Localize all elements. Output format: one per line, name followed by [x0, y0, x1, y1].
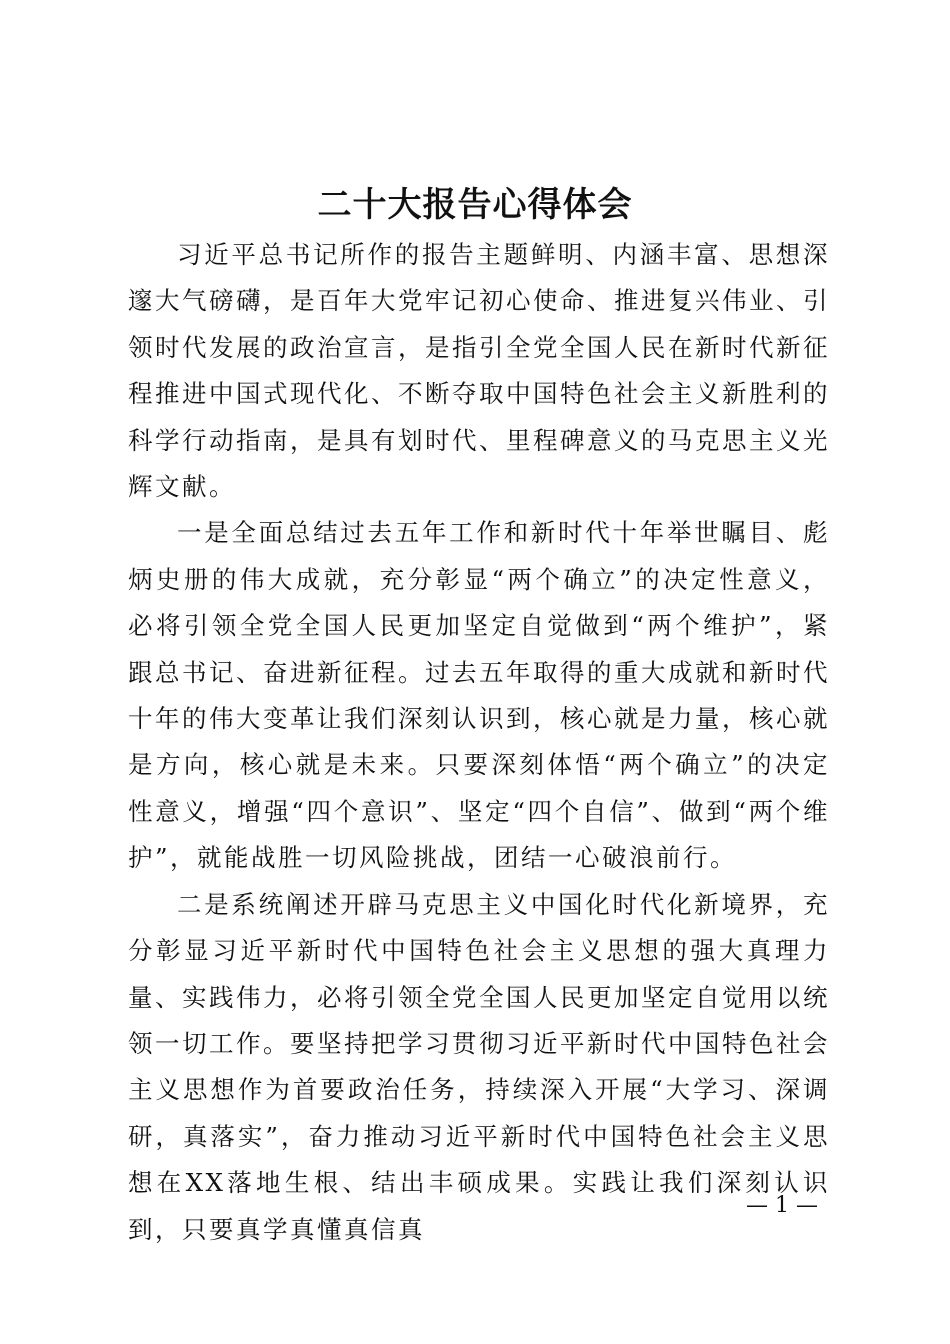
paragraph-intro: 习近平总书记所作的报告主题鲜明、内涵丰富、思想深邃大气磅礴，是百年大党牢记初心使命、推进复兴伟业、引领时代发展的政治宣言，是指引全党全国人民在新时代新征程推进中国式现代化、不断夺取中国特色社会主义新胜利的科学行动指南，是具有划时代、里程碑意义的马克思主义光辉文献。: [128, 240, 830, 502]
document-body: [128, 232, 830, 1253]
document-title: 二十大报告心得体会: [317, 185, 633, 225]
paragraph-point-two: 二是系统阐述开辟马克思主义中国化时代化新境界，充分彰显习近平新时代中国特色社会主义思想的强大真理力量、实践伟力，必将引领全党全国人民更加坚定自觉用以统领一切工作。要坚持把学习贯彻习近平新时代中国特色社会主义思想作为首要政治任务，持续深入开展“大学习、深调研，真落实”，奋力推动习近平新时代中国特色社会主义思想在XX落地生根、结出丰硕成果。实践让我们深刻认识到，只要真学真懂真信真: [128, 889, 830, 1244]
page-number: — 1 —: [746, 1193, 818, 1218]
paragraph-point-one: 一是全面总结过去五年工作和新时代十年举世瞩目、彪炳史册的伟大成就，充分彰显“两个确立”的决定性意义，必将引领全党全国人民更加坚定自觉做到“两个维护”，紧跟总书记、奋进新征程。过去五年取得的重大成就和新时代十年的伟大变革让我们深刻认识到，核心就是力量，核心就是方向，核心就是未来。只要深刻体悟“两个确立”的决定性意义，增强“四个意识”、坚定“四个自信”、做到“两个维护”，就能战胜一切风险挑战，团结一心破浪前行。: [128, 518, 830, 873]
